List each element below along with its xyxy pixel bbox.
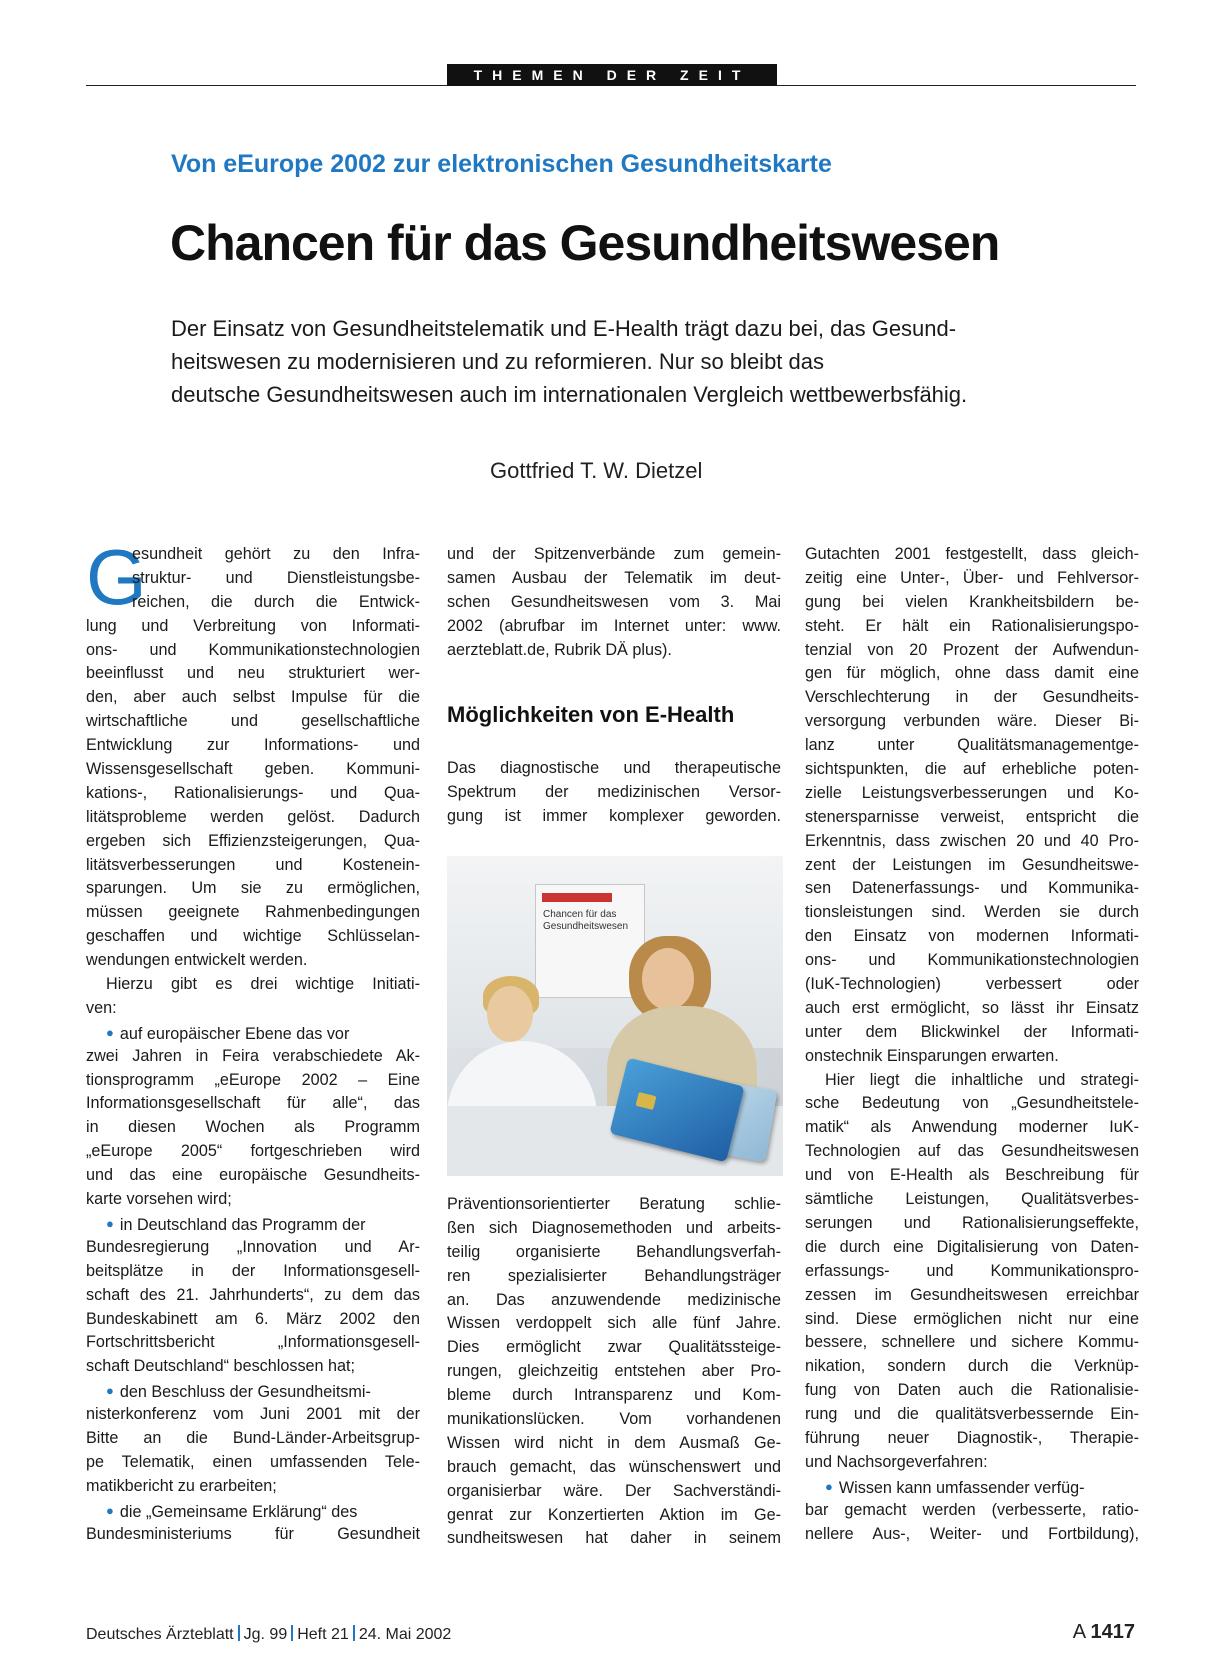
text-line: nellere Aus-, Weiter- und Fortbildung), [805, 1524, 1139, 1543]
text-line: sind. Diese ermöglichen nicht nur eine [805, 1309, 1139, 1328]
text-line [86, 1212, 420, 1236]
bullet-text: auf europäischer Ebene das vor [119, 1024, 350, 1043]
text-line: fung von Daten auch die Rationalisie- [805, 1381, 1139, 1400]
text-line: Bundeskabinett am 6. März 2002 den [86, 1309, 420, 1328]
text-line: beeinflusst und neu strukturiert wer- [86, 664, 420, 683]
text-line: Präventionsorientierter Beratung schlie- [447, 1195, 781, 1213]
text-line: tionsprogramm „eEurope 2002 – Eine [86, 1070, 420, 1089]
article-headline: Chancen für das Gesundheitswesen [170, 215, 1000, 271]
text-line: ons- und Kommunikationstechnologien [86, 640, 420, 659]
photo-figure-head [642, 948, 694, 1010]
text-line: sämtliche Leistungen, Qualitätsverbes- [805, 1190, 1139, 1209]
column-1 [86, 543, 420, 1546]
journal-date: 24. Mai 2002 [358, 1626, 452, 1643]
text-line: Technologien auf das Gesundheitswesen [805, 1142, 1139, 1161]
text-line: schaft des 21. Jahrhunderts“, zu dem das [86, 1285, 420, 1304]
text-line: Entwicklung zur Informations- und [86, 736, 420, 755]
column-2-middle [447, 757, 781, 829]
bullet-text: die „Gemeinsame Erklärung“ des [119, 1502, 358, 1521]
text-line: zent der Leistungen im Gesundheitswe- [805, 855, 1139, 874]
text-line: Wissen wird nicht in dem Ausmaß Ge- [447, 1433, 781, 1452]
text-line: bessere, schnellere und sichere Kommu- [805, 1333, 1139, 1352]
journal-name: Deutsches Ärzteblatt [86, 1626, 234, 1643]
text-line: Informationsgesellschaft für alle“, das [86, 1094, 420, 1113]
text-line: zielle Leistungsverbesserungen und Ko- [805, 783, 1139, 802]
text-line: rung und die qualitätsverbessernde Ein- [805, 1405, 1139, 1424]
text-line: nikation, sondern durch die Verknüp- [805, 1357, 1139, 1376]
text-line [805, 1475, 1139, 1499]
footer-separator [291, 1625, 293, 1641]
bullet-text: den Beschluss der Gesundheitsmi- [119, 1383, 371, 1402]
text-line [86, 1499, 420, 1523]
text-line: Fortschrittsbericht „Informationsgesell- [86, 1333, 420, 1352]
text-line: in diesen Wochen als Programm [86, 1118, 420, 1137]
text-line: steht. Er hält ein Rationalisierungspo- [805, 616, 1139, 635]
text-line: serungen und Rationalisierungseffekte, [805, 1213, 1139, 1232]
text-line: gen für möglich, ohne dass damit eine [805, 664, 1139, 683]
text-line: Wissen verdoppelt sich alle fünf Jahre. [447, 1314, 781, 1333]
text-line: ergeben sich Effizienzsteigerungen, Qua- [86, 831, 420, 850]
journal-volume: Jg. 99 [243, 1626, 288, 1643]
text-line: zessen im Gesundheitswesen erreichbar [805, 1285, 1139, 1304]
text-line: Gutachten 2001 festgestellt, dass gleich- [805, 545, 1139, 563]
text-line: genrat zur Konzertierten Aktion im Ge- [447, 1505, 781, 1524]
text-line: schen Gesundheitswesen vom 3. Mai [447, 592, 781, 611]
text-line: rungen, gleichzeitig entstehen aber Pro- [447, 1362, 781, 1381]
text-line: litätsprobleme werden gelöst. Dadurch [86, 807, 420, 826]
text-line: gung ist immer komplexer geworden. [447, 806, 781, 825]
text-line: esundheit gehört zu den Infra- [132, 545, 420, 563]
text-line: den Einsatz von modernen Informati- [805, 927, 1139, 946]
text-line: Erkenntnis, dass zwischen 20 und 40 Pro- [805, 831, 1139, 850]
footer-separator [238, 1625, 240, 1641]
text-line: sen Datenerfassungs- und Kommunika- [805, 879, 1139, 898]
text-line: ren spezialisierter Behandlungsträger [447, 1266, 781, 1285]
text-line: und das eine europäische Gesundheits- [86, 1166, 420, 1185]
text-line: Verschlechterung in der Gesundheits- [805, 688, 1139, 707]
bullet-icon: ● [106, 1502, 114, 1518]
text-line: Das diagnostische und therapeutische [447, 759, 781, 777]
bullet-icon: ● [106, 1024, 114, 1040]
journal-issue: Heft 21 [297, 1626, 349, 1643]
poster-tag-bar [542, 893, 612, 902]
text-line: samen Ausbau der Telematik im deut- [447, 568, 781, 587]
text-line: nisterkonferenz vom Juni 2001 mit der [86, 1405, 420, 1424]
text-line: führung neuer Diagnostik-, Therapie- [805, 1428, 1139, 1447]
text-line: erfassungs- und Kommunikationspro- [805, 1261, 1139, 1280]
text-line: den, aber auch selbst Impulse für die [86, 688, 420, 707]
text-line: bar gemacht werden (verbesserte, ratio- [805, 1500, 1139, 1519]
page-footer [86, 1625, 451, 1644]
text-line: 2002 (abrufbar im Internet unter: www. [447, 616, 781, 635]
article-author: Gottfried T. W. Dietzel [490, 458, 703, 483]
text-line: munikationslücken. Vom vorhandenen [447, 1410, 781, 1429]
text-line: Bitte an die Bund-Länder-Arbeitsgrup- [86, 1428, 420, 1447]
drop-cap: G [86, 533, 147, 621]
text-line: lanz unter Qualitätsmanagementge- [805, 736, 1139, 755]
text-line: müssen geeignete Rahmenbedingungen [86, 903, 420, 922]
text-line: aerzteblatt.de, Rubrik DÄ plus). [447, 640, 672, 659]
text-line: ßen sich Diagnosemethoden und arbeits- [447, 1218, 781, 1237]
text-line: an. Das anzuwendende medizinische [447, 1290, 781, 1309]
bullet-icon: ● [825, 1478, 833, 1494]
text-line: zwei Jahren in Feira verabschiedete Ak- [86, 1046, 420, 1065]
text-line: tionsleistungen sind. Werden sie durch [805, 903, 1139, 922]
bullet-text: Wissen kann umfassender verfüg- [838, 1478, 1085, 1497]
text-line: ven: [86, 998, 117, 1017]
footer-separator [353, 1625, 355, 1641]
text-line: Bundesministeriums für Gesundheit [86, 1524, 420, 1543]
column-2-bottom [447, 1193, 781, 1551]
text-line: beitsplätze in der Informationsgesell- [86, 1261, 420, 1280]
lead-line: heitswesen zu modernisieren und zu reformieren. Nur so bleibt das [171, 349, 824, 374]
article-kicker: Von eEurope 2002 zur elektronischen Gesundheitskarte [171, 150, 832, 178]
text-line: unter dem Blickwinkel der Informati- [805, 1022, 1139, 1041]
text-line: litätsverbesserungen und Kostenein- [86, 855, 420, 874]
text-line: und von E-Health als Beschreibung für [805, 1166, 1139, 1185]
text-line: (IuK-Technologien) verbessert oder [805, 975, 1139, 994]
text-line: die durch eine Digitalisierung von Daten- [805, 1237, 1139, 1256]
text-line: bleme durch Intransparenz und Kom- [447, 1386, 781, 1405]
text-line [86, 1021, 420, 1045]
text-line: stenersparnisse verweist, entspricht die [805, 807, 1139, 826]
text-line: auch erst ermöglicht, so lässt ihr Einsatz [805, 998, 1139, 1017]
text-line: und der Spitzenverbände zum gemein- [447, 545, 781, 563]
column-3 [805, 543, 1139, 1546]
text-line: matikbericht zu erarbeiten; [86, 1476, 277, 1495]
text-line: struktur- und Dienstleistungsbe- [132, 568, 420, 587]
section-label: THEMEN DER ZEIT [447, 64, 777, 86]
text-line: lung und Verbreitung von Informati- [86, 616, 420, 635]
page-number [1073, 1621, 1135, 1644]
text-line: schaft Deutschland“ beschlossen hat; [86, 1357, 356, 1376]
text-line: Dies ermöglicht zwar Qualitätssteige- [447, 1338, 781, 1357]
text-line [86, 1379, 420, 1403]
poster-title: Chancen für das Gesundheitswesen [543, 909, 629, 932]
text-line: teilig organisierte Behandlungsverfah- [447, 1242, 781, 1261]
text-line: wendungen entwickelt werden. [86, 951, 308, 970]
lead-line: Der Einsatz von Gesundheitstelematik und E-Health trägt dazu bei, das Gesund- [171, 316, 957, 341]
text-line: Spektrum der medizinischen Versor- [447, 782, 781, 801]
text-line: onstechnik Einsparungen erwarten. [805, 1046, 1059, 1065]
text-line: matik“ als Anwendung moderner IuK- [805, 1118, 1139, 1137]
text-line: wirtschaftliche und gesellschaftliche [86, 712, 420, 731]
text-line: und Nachsorgeverfahren: [805, 1452, 988, 1471]
text-line: karte vorsehen wird; [86, 1190, 232, 1209]
text-line: sundheitswesen hat daher in seinem [447, 1529, 781, 1548]
article-photo [447, 856, 783, 1176]
text-line: pe Telematik, einen umfassenden Tele- [86, 1452, 420, 1471]
lead-line: deutsche Gesundheitswesen auch im internationalen Vergleich wettbewerbsfähig. [171, 382, 968, 407]
bullet-icon: ● [106, 1215, 114, 1231]
text-line: sparungen. Um sie zu ermöglichen, [86, 879, 420, 898]
text-line: geschaffen und wichtige Schlüsselan- [86, 927, 420, 946]
text-line: „eEurope 2005“ fortgeschrieben wird [86, 1142, 420, 1161]
text-line: organisierbar wäre. Der Sachverständi- [447, 1481, 781, 1500]
article-lead [171, 312, 1071, 411]
photo-figure-head [487, 986, 533, 1042]
text-line: Wissensgesellschaft geben. Kommuni- [86, 760, 420, 779]
text-line: brauch gemacht, das wünschenswert und [447, 1457, 781, 1476]
text-line: Bundesregierung „Innovation und Ar- [86, 1237, 420, 1256]
text-line: tenzial von 20 Prozent der Aufwendun- [805, 640, 1139, 659]
page-number-value: 1417 [1090, 1621, 1135, 1643]
bullet-text: in Deutschland das Programm der [119, 1215, 366, 1234]
bullet-icon: ● [106, 1383, 114, 1399]
text-line: sche Bedeutung von „Gesundheitstele- [805, 1094, 1139, 1113]
text-line: Hierzu gibt es drei wichtige Initiati- [106, 975, 420, 994]
column-2-top [447, 543, 781, 662]
text-line: sichtspunkten, die auf erhebliche poten- [805, 760, 1139, 779]
text-line: kations-, Rationalisierungs- und Qua- [86, 783, 420, 802]
text-line: gung bei vielen Krankheitsbildern be- [805, 592, 1139, 611]
section-heading: Möglichkeiten von E-Health [447, 702, 735, 727]
page-prefix: A [1072, 1621, 1085, 1643]
text-line: versorgung verbunden wäre. Dieser Bi- [805, 712, 1139, 731]
text-line: ons- und Kommunikationstechnologien [805, 951, 1139, 970]
text-line: Hier liegt die inhaltliche und strategi- [825, 1070, 1139, 1089]
text-line: reichen, die durch die Entwick- [132, 592, 420, 611]
text-line: zeitig eine Unter-, Über- und Fehlversor- [805, 568, 1139, 587]
